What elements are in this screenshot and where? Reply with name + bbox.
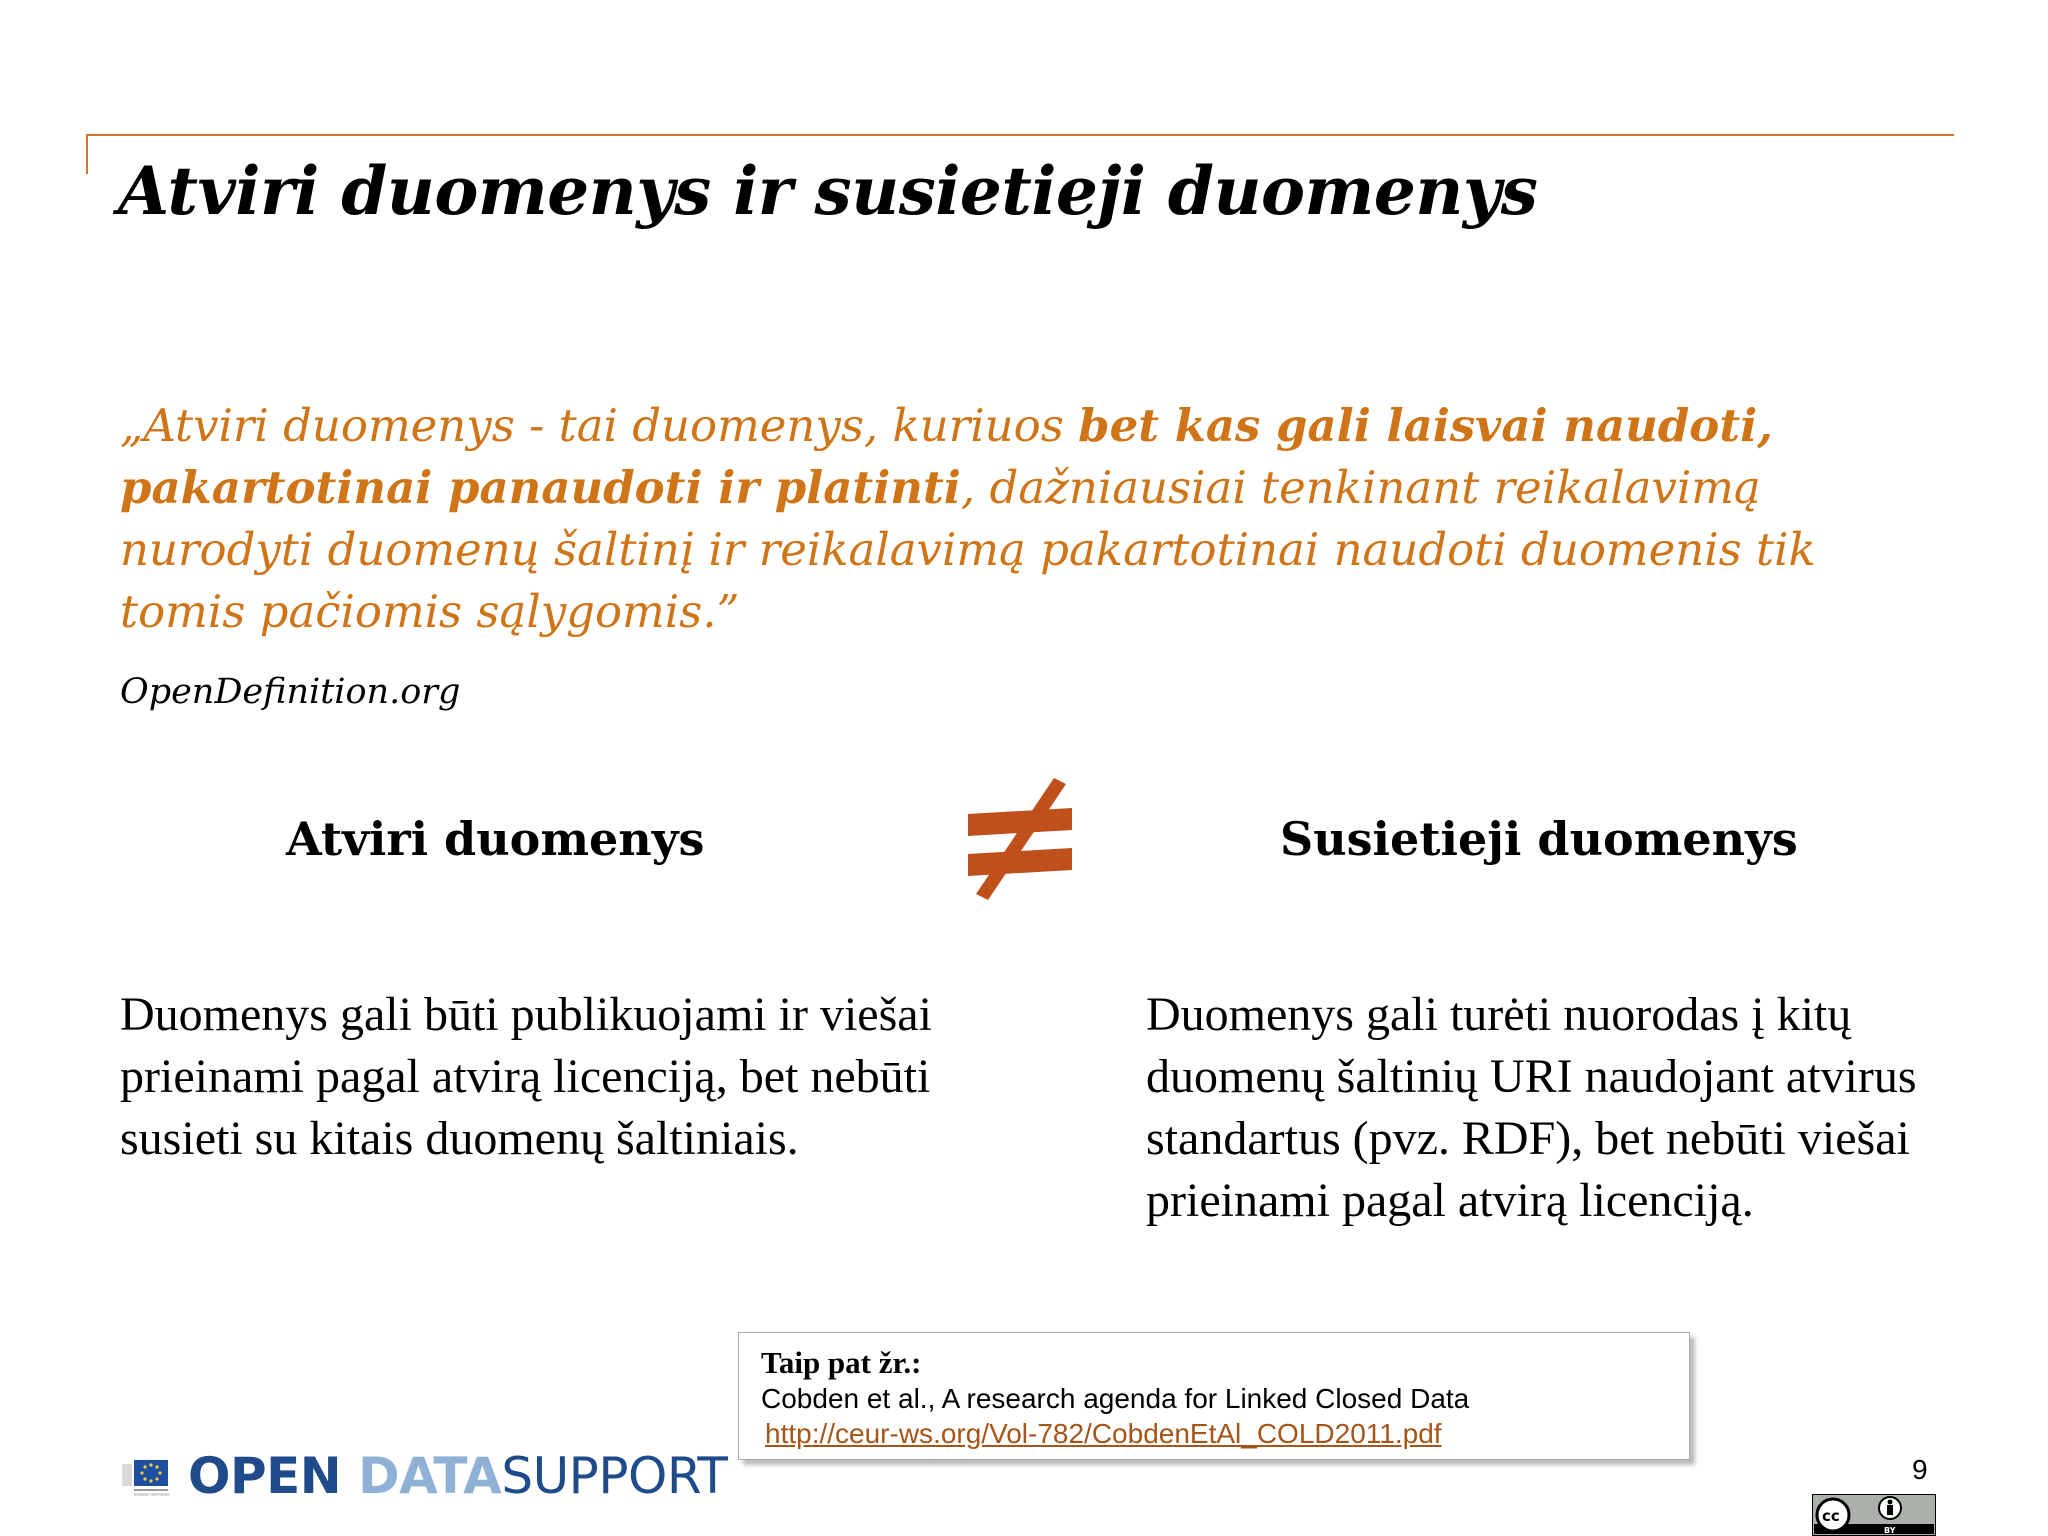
slide-title: Atviri duomenys ir susietieji duomenys [118,152,1538,230]
linked-data-description: Duomenys gali turėti nuorodas į kitų duomenų šaltinių URI naudojant atvirus standartus (pvz. RDF), bet nebūti viešai prieinami pagal atvirą licenciją. [1146,988,1917,1227]
open-data-heading: Atviri duomenys [286,812,705,866]
definition-quote [120,395,1920,643]
open-data-support-logo [122,1446,727,1506]
quote-source: OpenDefinition.org [120,672,461,712]
reference-link[interactable]: http://ceur-ws.org/Vol-782/CobdenEtAl_COLD2011.pdf [765,1418,1442,1449]
reference-citation: Cobden et al., A research agenda for Linked Closed Data [761,1383,1470,1414]
eu-flag-icon [122,1456,174,1496]
quote-part-1: „Atviri duomenys - tai duomenys, kuriuos [120,399,1079,452]
page-number: 9 [1912,1454,1928,1485]
logo-support: SUPPORT [501,1447,728,1505]
svg-text:cc: cc [1822,1507,1840,1525]
logo-open: OPEN [188,1447,342,1505]
title-rule-vertical [86,134,88,174]
not-equal-icon [960,770,1080,905]
title-rule-horizontal [86,134,1954,136]
logo-data: DATA [358,1447,502,1505]
cc-by-icon [1812,1494,1936,1536]
eu-commission-label: European Commission [134,1492,170,1496]
quote-bold: bet kas gali laisvai naudoti, pakartotinai panaudoti ir platinti [120,399,1773,514]
quote-part-2: , dažniausiai tenkinant reikalavimą nurodyti duomenų šaltinį ir reikalavimą pakartotinai naudoti duomenis tik tomis pačiomis sąlygomis.” [120,461,1816,638]
logo-wordmark [188,1447,727,1505]
reference-heading: Taip pat žr.: [761,1345,922,1380]
linked-data-heading: Susietieji duomenys [1280,812,1798,866]
cc-by-label: BY [1884,1526,1896,1535]
reference-box [738,1332,1690,1460]
open-data-description: Duomenys gali būti publikuojami ir viešai prieinami pagal atvirą licenciją, bet nebūti susieti su kitais duomenų šaltiniais. [120,988,932,1165]
